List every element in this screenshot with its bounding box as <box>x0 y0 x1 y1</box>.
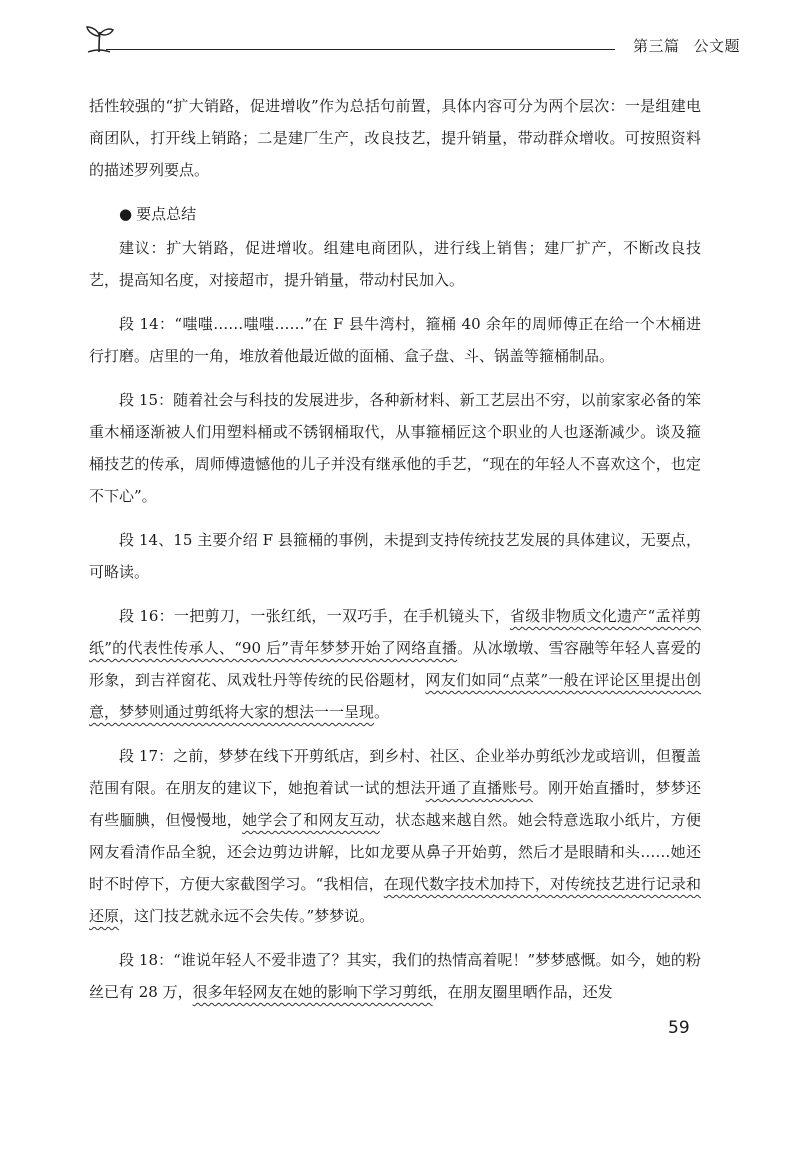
header-title <box>619 35 740 56</box>
summary-heading: ● 要点总结 <box>119 205 197 223</box>
para-analysis: 段 14、15 主要介绍 F 县箍桶的事例，未提到支持传统技艺发展的具体建议，无要点，可略读。 <box>89 531 701 581</box>
key-point-underline: 在现代数字技术加持下，对传统技艺进行记录和还原 <box>89 875 701 925</box>
header-part: 第三篇 <box>632 37 680 55</box>
bullet-icon: ● <box>119 205 133 223</box>
page-body <box>89 90 701 1020</box>
para-17: 段 17：之前，梦梦在线下开剪纸店，到乡村、社区、企业举办剪纸沙龙或培训，但覆盖范围有限。在朋友的建议下，她抱着试一试的想法开通了直播账号。刚开始直播时，梦梦还有些腼腆，但慢慢地，她学会了和网友互动，状态越来越自然。她会特意选取小纸片，方便网友看清作品全貌，还会边剪边讲解，比如龙要从鼻子开始剪，然后才是眼睛和头……她还时不时停下，方便大家截图学习。“我相信，在现代数字技术加持下，对传统技艺进行记录和还原，这门技艺就永远不会失传。”梦梦说。 <box>89 747 701 925</box>
sprout-icon <box>82 22 116 56</box>
header-section: 公文题 <box>693 37 740 55</box>
para-intro: 括性较强的“扩大销路，促进增收”作为总括句前置，具体内容可分为两个层次：一是组建电商团队，打开线上销路；二是建厂生产，改良技艺，提升销量，带动群众增收。可按照资料的描述罗列要点。 <box>89 97 701 179</box>
para-15: 段 15：随着社会与科技的发展进步，各种新材料、新工艺层出不穷，以前家家必备的笨重木桶逐渐被人们用塑料桶或不锈钢桶取代，从事箍桶匠这个职业的人也逐渐减少。谈及箍桶技艺的传承，周师傅遗憾他的儿子并没有继承他的手艺，“现在的年轻人不喜欢这个，也定不下心”。 <box>89 391 701 505</box>
header-rule <box>106 49 615 50</box>
para-18: 段 18：“谁说年轻人不爱非遗了？其实，我们的热情高着呢！”梦梦感慨。如今，她的粉丝已有 28 万，很多年轻网友在她的影响下学习剪纸，在朋友圈里晒作品，还发 <box>89 951 701 1001</box>
key-point-underline: 开通了直播账号 <box>425 779 533 797</box>
page-number: 59 <box>668 1018 690 1038</box>
page-header <box>60 22 740 62</box>
para-16: 段 16：一把剪刀，一张红纸，一双巧手，在手机镜头下，省级非物质文化遗产“孟祥剪纸”的代表性传承人、“90 后”青年梦梦开始了网络直播。从冰墩墩、雪容融等年轻人喜爱的形象，到吉祥窗花、凤戏牡丹等传统的民俗题材，网友们如同“点菜”一般在评论区里提出创意，梦梦则通过剪纸将大家的想法一一呈现。 <box>89 607 702 721</box>
para-14: 段 14：“嗤嗤……嗤嗤……”在 F 县牛湾村，箍桶 40 余年的周师傅正在给一个木桶进行打磨。店里的一角，堆放着他最近做的面桶、盒子盘、斗、锅盖等箍桶制品。 <box>89 315 701 365</box>
key-point-underline: 很多年轻网友在她的影响下学习剪纸 <box>192 983 433 1001</box>
key-point-underline: 网友们如同“点菜”一般在评论区里提出创意，梦梦则通过剪纸将大家的想法一一呈现 <box>89 671 701 721</box>
para-suggestion: 建议：扩大销路，促进增收。组建电商团队，进行线上销售；建厂扩产，不断改良技艺，提高知名度，对接超市，提升销量，带动村民加入。 <box>89 239 701 289</box>
key-point-underline: 省级非物质文化遗产“孟祥剪纸”的代表性传承人、“90 后”青年梦梦开始了网络直播 <box>89 607 702 657</box>
key-point-underline: 她学会了和网友互动 <box>242 811 380 829</box>
